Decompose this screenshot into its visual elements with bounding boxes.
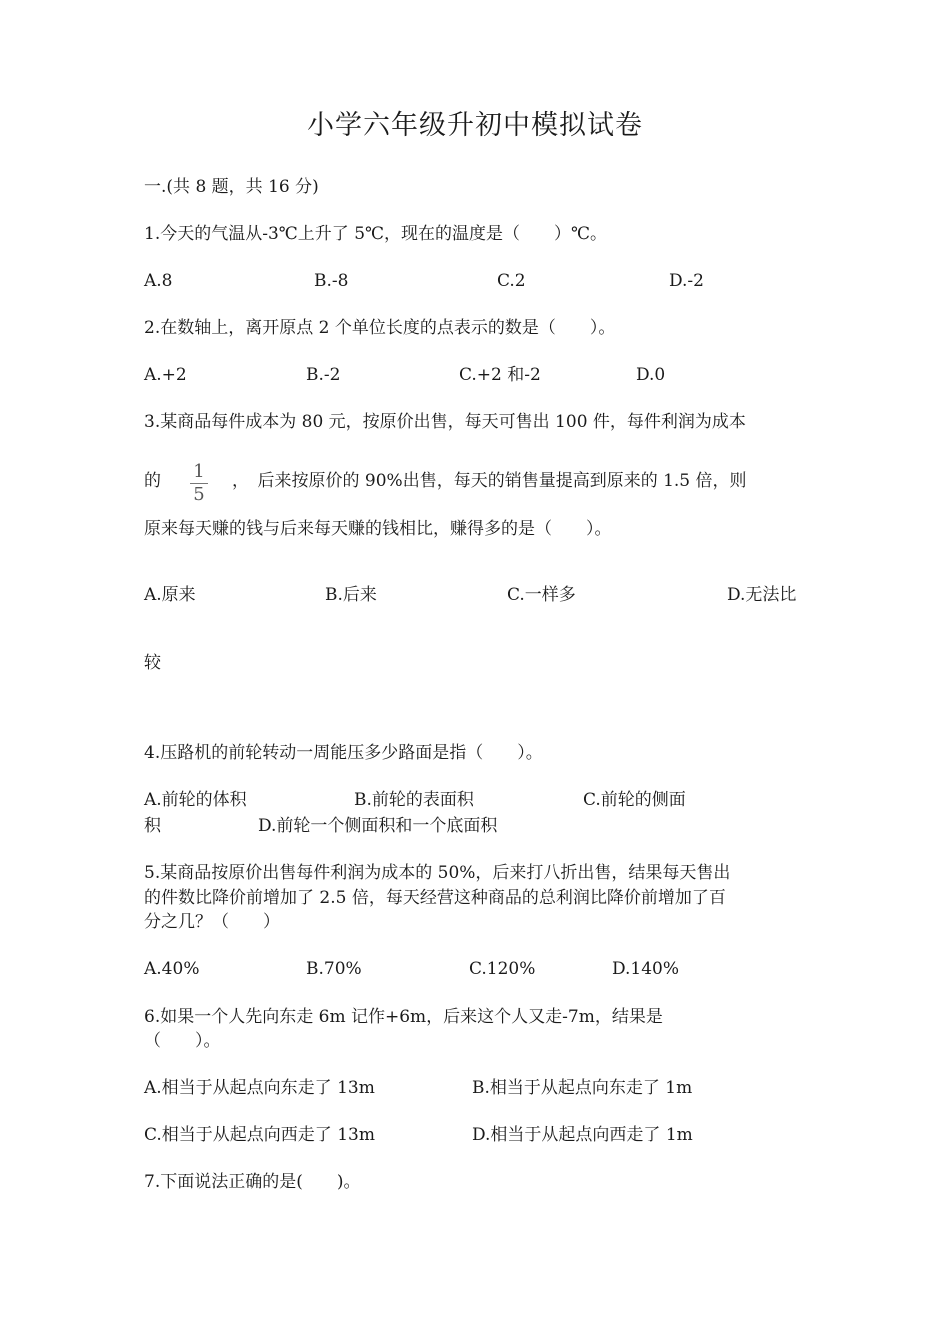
question-3-line-1: 3.某商品每件成本为 80 元，按原价出售，每天可售出 100 件，每件利润为成本	[144, 412, 746, 432]
question-3-option-c: C.一样多	[507, 585, 576, 605]
question-2-stem: 2.在数轴上，离开原点 2 个单位长度的点表示的数是（ ）。	[144, 318, 616, 338]
question-7-stem: 7.下面说法正确的是( )。	[144, 1172, 361, 1192]
question-4-option-c: C.前轮的侧面	[583, 790, 686, 810]
question-2-option-b: B.-2	[306, 365, 341, 385]
question-3-option-wrap: 较	[144, 653, 161, 673]
question-4-option-b: B.前轮的表面积	[354, 790, 474, 810]
question-5-line-3: 分之几？（ ）	[144, 912, 280, 932]
fraction-denominator: 5	[193, 484, 205, 505]
question-5-line-2: 的件数比降价前增加了 2.5 倍，每天经营这种商品的总利润比降价前增加了百	[144, 888, 726, 908]
question-3-line-3: 原来每天赚的钱与后来每天赚的钱相比，赚得多的是（ ）。	[144, 519, 612, 539]
question-6-line-2: （ ）。	[144, 1031, 221, 1051]
question-3-option-d: D.无法比	[727, 585, 797, 605]
fraction-numerator: 1	[193, 461, 205, 482]
question-5-option-c: C.120%	[469, 959, 536, 979]
question-6-option-d: D.相当于从起点向西走了 1m	[472, 1125, 693, 1145]
question-3-option-a: A.原来	[144, 585, 196, 605]
question-4-option-a: A.前轮的体积	[144, 790, 247, 810]
question-2-option-c: C.+2 和-2	[459, 365, 541, 385]
question-4-stem: 4.压路机的前轮转动一周能压多少路面是指（ ）。	[144, 743, 543, 763]
question-5-option-a: A.40%	[144, 959, 200, 979]
question-3-line-2-post: ， 后来按原价的 90%出售，每天的销售量提高到原来的 1.5 倍，则	[232, 471, 747, 491]
question-4-option-d: D.前轮一个侧面积和一个底面积	[258, 816, 498, 836]
question-4-option-c-wrap: 积	[144, 816, 161, 836]
question-2-option-a: A.+2	[144, 365, 187, 385]
question-5-option-b: B.70%	[306, 959, 362, 979]
question-5-line-1: 5.某商品按原价出售每件利润为成本的 50%，后来打八折出售，结果每天售出	[144, 863, 731, 883]
fraction-one-fifth	[186, 462, 212, 505]
question-6-option-b: B.相当于从起点向东走了 1m	[472, 1078, 693, 1098]
question-1-option-b: B.-8	[314, 271, 349, 291]
question-3-line-2-pre: 的	[144, 471, 161, 491]
section-heading: 一.(共 8 题，共 16 分)	[144, 177, 319, 197]
question-6-option-c: C.相当于从起点向西走了 13m	[144, 1125, 375, 1145]
question-1-stem: 1.今天的气温从-3℃上升了 5℃，现在的温度是（ ）℃。	[144, 224, 608, 244]
question-6-line-1: 6.如果一个人先向东走 6m 记作+6m，后来这个人又走-7m，结果是	[144, 1007, 663, 1027]
question-2-option-d: D.0	[636, 365, 666, 385]
page-title: 小学六年级升初中模拟试卷	[307, 110, 643, 141]
question-5-option-d: D.140%	[612, 959, 680, 979]
question-1-option-a: A.8	[144, 271, 173, 291]
question-1-option-c: C.2	[497, 271, 526, 291]
question-1-option-d: D.-2	[669, 271, 704, 291]
question-6-option-a: A.相当于从起点向东走了 13m	[144, 1078, 375, 1098]
question-3-option-b: B.后来	[325, 585, 377, 605]
